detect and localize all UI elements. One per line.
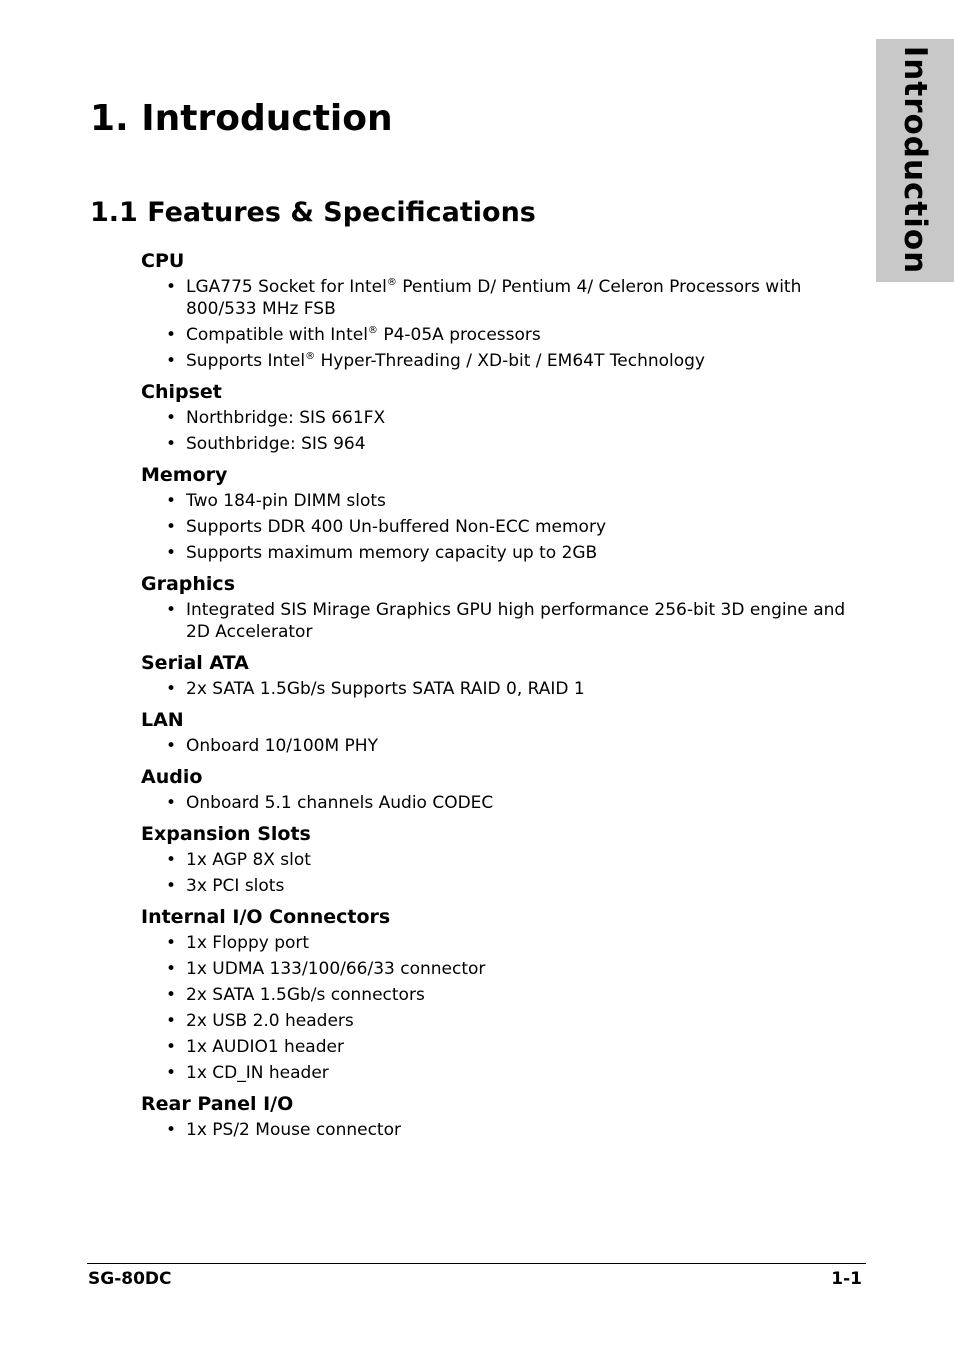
footer-page-number: 1-1 [831, 1269, 862, 1289]
feature-group [141, 707, 856, 757]
list-item [141, 1062, 856, 1084]
item-text-rest: Hyper-Threading / XD-bit / EM64T Technology [315, 351, 705, 371]
feature-group [141, 571, 856, 643]
feature-group [141, 764, 856, 814]
feature-group [141, 379, 856, 455]
bullet-icon: • [166, 1063, 177, 1083]
group-title: Audio [141, 766, 203, 788]
footer-rule [87, 1263, 866, 1264]
list-item [141, 433, 856, 455]
list-item [141, 490, 856, 512]
bullet-icon: • [166, 325, 177, 345]
bullet-icon: • [166, 850, 177, 870]
feature-group [141, 904, 856, 1084]
bullet-icon: • [166, 1011, 177, 1031]
item-text: Compatible with Intel [186, 325, 368, 345]
item-text: 2x SATA 1.5Gb/s Supports SATA RAID 0, RAID 1 [186, 679, 585, 699]
list-item [141, 324, 856, 346]
group-title: Memory [141, 464, 228, 486]
item-text-rest: P4-05A processors [377, 325, 541, 345]
bullet-icon: • [166, 351, 177, 371]
bullet-icon: • [166, 543, 177, 563]
item-text: Southbridge: SIS 964 [186, 434, 366, 454]
list-item [141, 1010, 856, 1032]
bullet-icon: • [166, 1037, 177, 1057]
list-item [141, 542, 856, 564]
item-text: LGA775 Socket for Intel [186, 277, 387, 297]
item-text: 1x AUDIO1 header [186, 1037, 344, 1057]
bullet-list [141, 792, 856, 814]
item-text: Supports maximum memory capacity up to 2GB [186, 543, 598, 563]
item-text: Supports DDR 400 Un-buffered Non-ECC memory [186, 517, 607, 537]
bullet-icon: • [166, 517, 177, 537]
item-text: 2x SATA 1.5Gb/s connectors [186, 985, 425, 1005]
list-item [141, 792, 856, 814]
item-text: Onboard 10/100M PHY [186, 736, 378, 756]
item-text: 2x USB 2.0 headers [186, 1011, 354, 1031]
bullet-icon: • [166, 1120, 177, 1140]
registered-mark: ® [386, 277, 397, 288]
feature-list [141, 248, 856, 1148]
bullet-icon: • [166, 985, 177, 1005]
group-title: Internal I/O Connectors [141, 906, 391, 928]
item-text: Supports Intel [186, 351, 306, 371]
bullet-icon: • [166, 933, 177, 953]
bullet-icon: • [166, 491, 177, 511]
bullet-icon: • [166, 434, 177, 454]
page-title: 1. Introduction [90, 98, 393, 139]
group-title: Chipset [141, 381, 222, 403]
bullet-list [141, 1119, 856, 1141]
list-item [141, 875, 856, 897]
list-item [141, 276, 856, 320]
section-title: 1.1 Features & Specifications [90, 197, 536, 228]
bullet-list [141, 599, 856, 643]
item-text: Two 184-pin DIMM slots [186, 491, 386, 511]
item-text: Onboard 5.1 channels Audio CODEC [186, 793, 494, 813]
item-text: 1x UDMA 133/100/66/33 connector [186, 959, 486, 979]
item-text: 1x PS/2 Mouse connector [186, 1120, 401, 1140]
list-item [141, 984, 856, 1006]
list-item [141, 735, 856, 757]
list-item [141, 1036, 856, 1058]
feature-group [141, 821, 856, 897]
item-text: 1x AGP 8X slot [186, 850, 311, 870]
item-text: 3x PCI slots [186, 876, 285, 896]
group-title: Rear Panel I/O [141, 1093, 294, 1115]
bullet-icon: • [166, 736, 177, 756]
list-item [141, 599, 856, 643]
bullet-list [141, 678, 856, 700]
item-text: 1x Floppy port [186, 933, 310, 953]
registered-mark: ® [367, 325, 378, 336]
item-text: Northbridge: SIS 661FX [186, 408, 386, 428]
group-title: Serial ATA [141, 652, 249, 674]
bullet-list [141, 849, 856, 897]
list-item [141, 350, 856, 372]
bullet-list [141, 276, 856, 372]
item-text-rest: Pentium D/ Pentium 4/ Celeron Processors with 800/533 MHz FSB [186, 277, 802, 319]
bullet-icon: • [166, 600, 177, 620]
list-item [141, 407, 856, 429]
feature-group [141, 248, 856, 372]
feature-group [141, 1091, 856, 1141]
bullet-list [141, 932, 856, 1084]
list-item [141, 849, 856, 871]
group-title: CPU [141, 250, 185, 272]
list-item [141, 932, 856, 954]
feature-group [141, 462, 856, 564]
item-text: Integrated SIS Mirage Graphics GPU high performance 256-bit 3D engine and 2D Accelerator [186, 600, 846, 642]
bullet-icon: • [166, 793, 177, 813]
list-item [141, 1119, 856, 1141]
footer-model: SG-80DC [88, 1269, 172, 1289]
bullet-icon: • [166, 408, 177, 428]
list-item [141, 516, 856, 538]
registered-mark: ® [305, 351, 316, 362]
bullet-list [141, 735, 856, 757]
list-item [141, 678, 856, 700]
bullet-icon: • [166, 959, 177, 979]
side-tab [876, 39, 954, 282]
group-title: LAN [141, 709, 184, 731]
feature-group [141, 650, 856, 700]
group-title: Expansion Slots [141, 823, 311, 845]
bullet-list [141, 490, 856, 564]
bullet-icon: • [166, 277, 177, 297]
item-text: 1x CD_IN header [186, 1063, 329, 1083]
bullet-list [141, 407, 856, 455]
group-title: Graphics [141, 573, 235, 595]
list-item [141, 958, 856, 980]
side-tab-label: Introduction [897, 45, 933, 275]
bullet-icon: • [166, 876, 177, 896]
bullet-icon: • [166, 679, 177, 699]
